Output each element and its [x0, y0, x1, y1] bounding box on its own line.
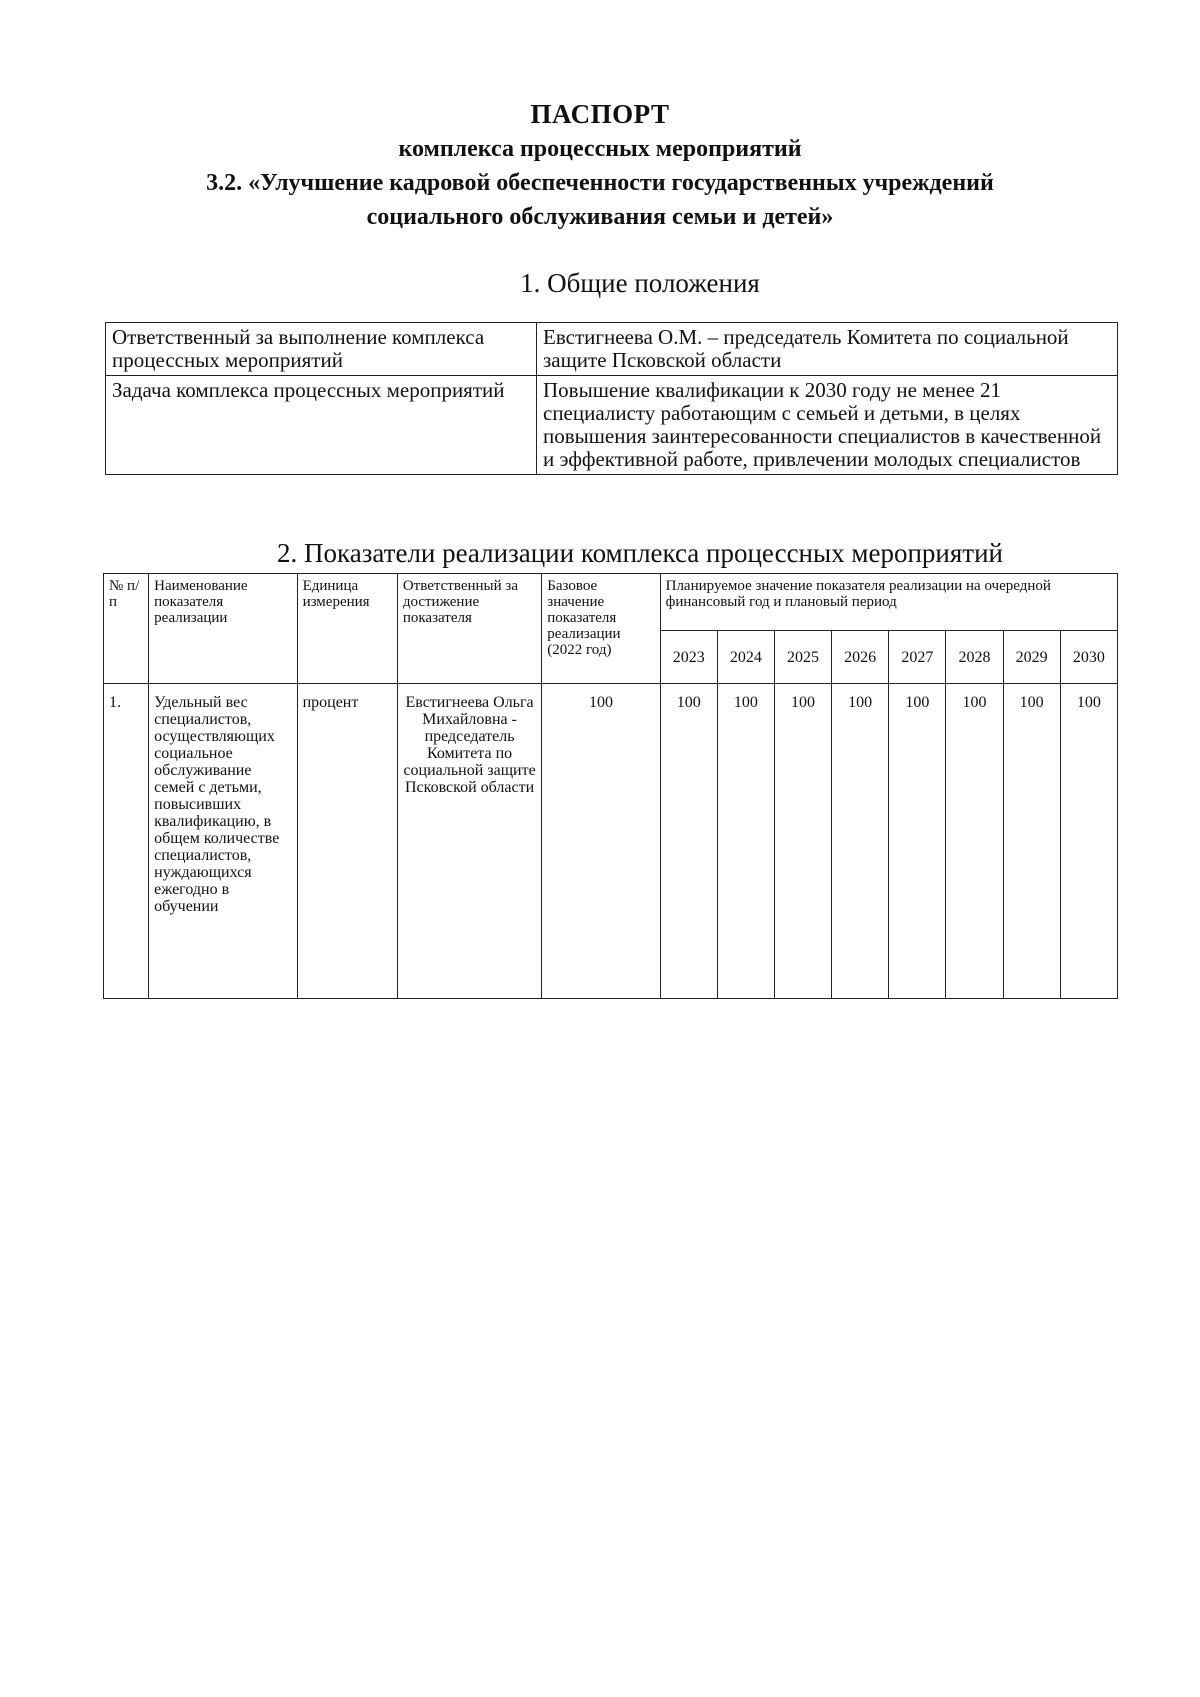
complex-name-line-2: социального обслуживания семьи и детей» — [366, 204, 834, 230]
year-header: 2026 — [832, 631, 889, 684]
document-title: ПАСПОРТ — [530, 99, 670, 129]
responsible-label: Ответственный за выполнение комплекса процессных мероприятий — [106, 323, 537, 376]
row-unit: процент — [297, 684, 397, 999]
row-year-value: 100 — [717, 684, 774, 999]
table-header-row — [104, 574, 1118, 631]
document-title-block — [0, 96, 1200, 234]
year-header: 2029 — [1003, 631, 1060, 684]
section-2-heading: 2. Показатели реализации комплекса процессных мероприятий — [277, 538, 1003, 568]
row-year-value: 100 — [946, 684, 1003, 999]
col-header-responsible: Ответственный за достижение показателя — [397, 574, 541, 684]
responsible-value: Евстигнеева О.М. – председатель Комитета по социальной защите Псковской области — [537, 323, 1118, 376]
row-num: 1. — [104, 684, 149, 999]
col-header-base: Базовое значение показателя реализации (2022 год) — [542, 574, 660, 684]
indicators-table — [103, 573, 1118, 999]
year-header: 2027 — [889, 631, 946, 684]
row-year-value: 100 — [660, 684, 717, 999]
document-subtitle: комплекса процессных мероприятий — [398, 136, 802, 162]
row-base-value: 100 — [542, 684, 660, 999]
table-row — [104, 684, 1118, 999]
row-indicator-name: Удельный вес специалистов, осуществляющих социальное обслуживание семей с детьми, повысивших квалификацию, в общем количестве специалистов, нуждающихся ежегодно в обучении — [149, 684, 297, 999]
task-label: Задача комплекса процессных мероприятий — [106, 376, 537, 475]
col-header-num: № п/п — [104, 574, 149, 684]
year-header: 2030 — [1060, 631, 1117, 684]
general-provisions-table — [105, 322, 1118, 475]
year-header: 2028 — [946, 631, 1003, 684]
row-year-value: 100 — [1060, 684, 1117, 999]
section-1-heading: 1. Общие положения — [520, 268, 760, 298]
col-header-name: Наименование показателя реализации — [149, 574, 297, 684]
task-value: Повышение квалификации к 2030 году не менее 21 специалисту работающим с семьей и детьми, в целях повышения заинтересованности специалистов в качественной и эффективной работе, привлечении молодых специалистов — [537, 376, 1118, 475]
col-header-unit: Единица измерения — [297, 574, 397, 684]
table-row — [106, 376, 1118, 475]
row-year-value: 100 — [832, 684, 889, 999]
year-header: 2024 — [717, 631, 774, 684]
col-header-planned: Планируемое значение показателя реализации на очередной финансовый год и плановый период — [660, 574, 1117, 631]
row-year-value: 100 — [1003, 684, 1060, 999]
year-header: 2025 — [774, 631, 831, 684]
year-header: 2023 — [660, 631, 717, 684]
row-year-value: 100 — [889, 684, 946, 999]
complex-name-line-1: 3.2. «Улучшение кадровой обеспеченности государственных учреждений — [206, 170, 994, 196]
row-responsible: Евстигнеева Ольга Михайловна - председатель Комитета по социальной защите Псковской области — [397, 684, 541, 999]
table-row — [106, 323, 1118, 376]
row-year-value: 100 — [774, 684, 831, 999]
